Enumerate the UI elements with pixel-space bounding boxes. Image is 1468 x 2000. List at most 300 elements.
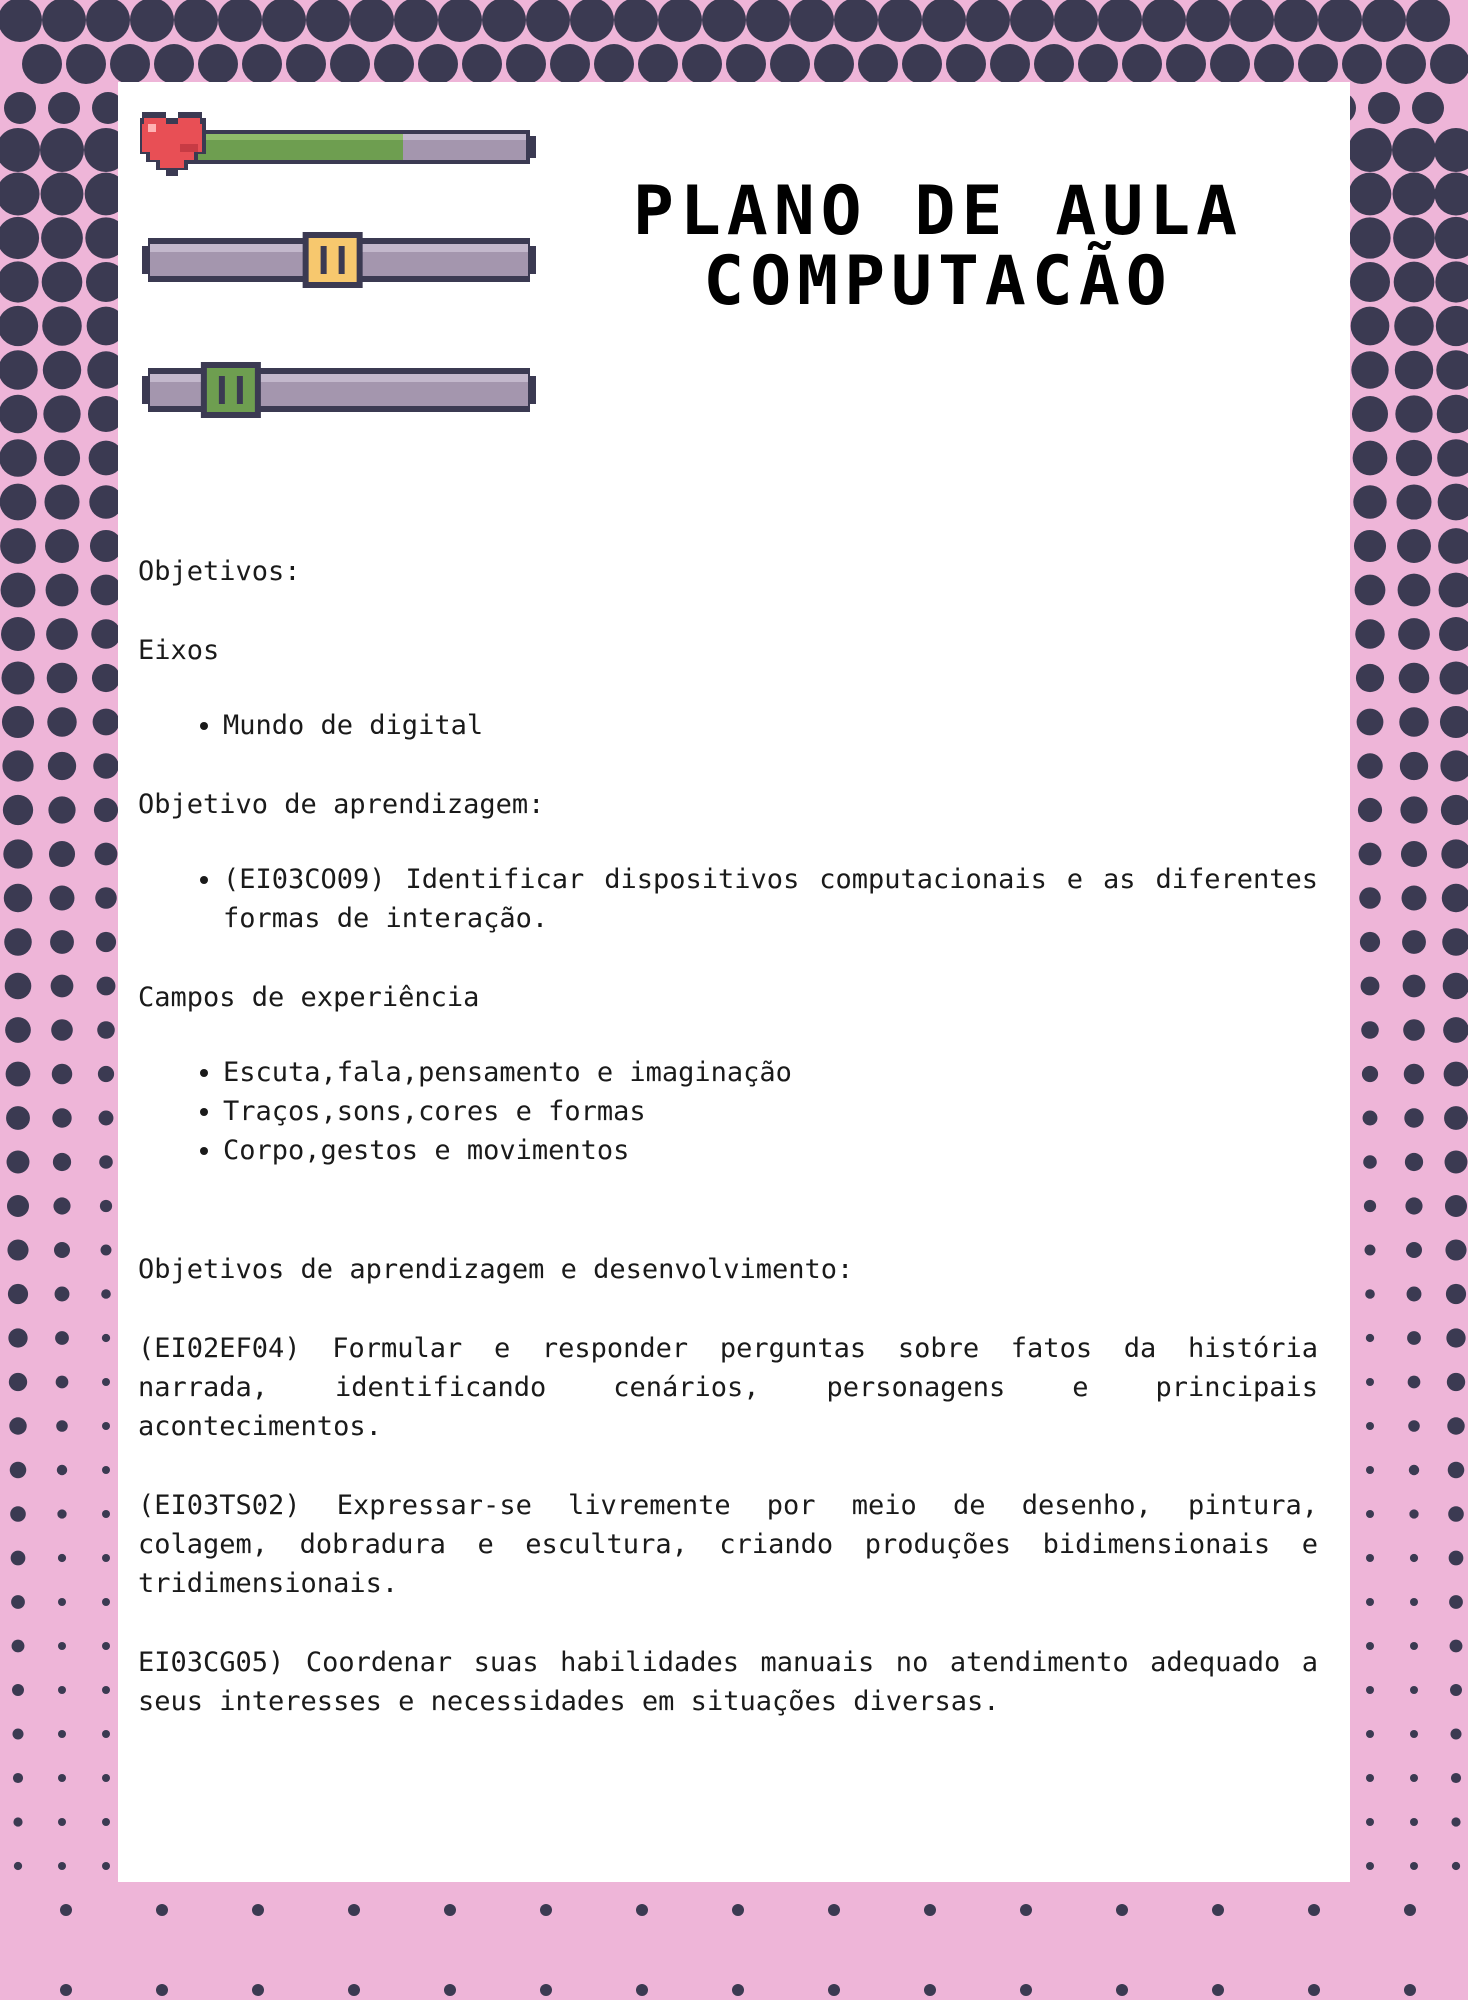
list-item: • Corpo,gestos e movimentos — [223, 1131, 1318, 1170]
background-dot — [49, 841, 75, 867]
background-dot — [444, 1904, 456, 1916]
background-dot — [1404, 1984, 1416, 1996]
background-dot — [1366, 1730, 1374, 1738]
list-item: • Traços,sons,cores e formas — [223, 1092, 1318, 1131]
background-dot — [14, 1862, 22, 1870]
background-dot — [1366, 1334, 1374, 1342]
background-dot — [1441, 795, 1468, 825]
background-dot — [51, 975, 74, 998]
background-dot — [1353, 441, 1388, 476]
background-dot — [1166, 44, 1206, 84]
background-dot — [86, 0, 130, 42]
background-dot — [1403, 1019, 1425, 1041]
title-line-1: PLANO DE AULA — [632, 172, 1244, 251]
background-dot — [1439, 573, 1468, 608]
background-dot — [444, 1984, 456, 1996]
background-dot — [50, 886, 75, 911]
background-dot — [8, 1284, 28, 1304]
background-dot — [92, 664, 120, 692]
background-dot — [44, 440, 80, 476]
background-dot — [570, 0, 614, 42]
background-dot — [1439, 617, 1468, 651]
background-dot — [1394, 306, 1434, 346]
background-dot — [1412, 92, 1444, 124]
background-dot — [1434, 172, 1468, 215]
background-dot — [462, 44, 502, 84]
background-dot — [0, 128, 40, 172]
background-dot — [102, 1334, 110, 1342]
background-dot — [12, 1684, 24, 1696]
background-dot — [682, 44, 722, 84]
background-dot — [101, 1289, 111, 1299]
background-dot — [102, 1466, 110, 1474]
background-dot — [1366, 1510, 1374, 1518]
background-dot — [1362, 1066, 1378, 1082]
background-dot — [58, 1774, 66, 1782]
background-dot — [1098, 0, 1142, 42]
background-dot — [902, 44, 942, 84]
background-dot — [1442, 884, 1468, 912]
background-dot — [348, 1984, 360, 1996]
background-dot — [22, 44, 62, 84]
background-dot — [41, 217, 83, 259]
background-dot — [55, 1331, 69, 1345]
background-dot — [1404, 1108, 1423, 1127]
background-dot — [4, 928, 32, 956]
background-dot — [526, 0, 570, 42]
background-dot — [1116, 1984, 1128, 1996]
background-dot — [102, 1730, 110, 1738]
background-dot — [1439, 661, 1468, 694]
background-dot — [1020, 1984, 1032, 1996]
background-dot — [96, 932, 116, 952]
background-dot — [9, 1417, 26, 1434]
background-dot — [1444, 1062, 1468, 1087]
background-dot — [58, 1686, 66, 1694]
background-dot — [1353, 485, 1386, 518]
background-dot — [94, 798, 118, 822]
background-dot — [99, 1111, 114, 1126]
background-dot — [1, 573, 36, 608]
background-dot — [394, 0, 438, 42]
background-dot — [0, 0, 42, 42]
background-dot — [1349, 173, 1392, 216]
background-dot — [242, 44, 282, 84]
background-dot — [48, 796, 75, 823]
background-dot — [1443, 973, 1468, 1000]
background-dot — [9, 1373, 27, 1391]
background-dot — [0, 528, 36, 564]
background-dot — [1392, 128, 1436, 172]
background-dot — [48, 752, 76, 780]
background-dot — [100, 1200, 112, 1212]
background-dot — [1308, 1984, 1320, 1996]
background-dot — [53, 1153, 71, 1171]
background-dot — [156, 1904, 168, 1916]
title-line-2: COMPUTACÃO — [703, 242, 1173, 321]
background-dot — [1410, 1686, 1418, 1694]
background-dot — [1408, 1376, 1421, 1389]
background-dot — [638, 44, 678, 84]
background-dot — [594, 44, 634, 84]
background-dot — [13, 1817, 22, 1826]
background-dot — [95, 887, 117, 909]
background-dot — [1361, 1021, 1379, 1039]
background-dot — [60, 1904, 72, 1916]
background-dot — [52, 1064, 72, 1084]
background-dot — [1359, 843, 1382, 866]
background-dot — [1393, 173, 1436, 216]
slider-green[interactable] — [142, 362, 536, 418]
background-dot — [1402, 886, 1427, 911]
background-dot — [834, 0, 878, 42]
background-dot — [110, 44, 150, 84]
background-dot — [102, 1510, 110, 1518]
background-dot — [42, 262, 83, 303]
background-dot — [1449, 1551, 1464, 1566]
background-dot — [1410, 1730, 1418, 1738]
background-dot — [946, 44, 986, 84]
background-dot — [1349, 217, 1390, 258]
background-dot — [3, 839, 32, 868]
background-dot — [1438, 484, 1468, 521]
objetivo-aprendizagem-label: Objetivo de aprendizagem: — [138, 789, 545, 820]
background-dot — [1116, 1904, 1128, 1916]
background-dot — [1409, 1465, 1419, 1475]
background-dot — [1450, 1728, 1461, 1739]
background-dot — [1366, 1774, 1374, 1782]
background-dot — [1445, 1195, 1467, 1217]
background-dot — [418, 44, 458, 84]
campos-list — [138, 1053, 1318, 1170]
background-dot — [732, 1904, 744, 1916]
background-dot — [702, 0, 746, 42]
background-dot — [1366, 1422, 1374, 1430]
background-dot — [5, 1017, 31, 1043]
background-dot — [12, 1728, 23, 1739]
background-dot — [1410, 1862, 1418, 1870]
background-dot — [1407, 1287, 1422, 1302]
background-dot — [7, 1195, 29, 1217]
background-dot — [1403, 975, 1426, 998]
background-dot — [7, 1151, 30, 1174]
background-dot — [374, 44, 414, 84]
background-dot — [0, 172, 40, 215]
background-dot — [57, 1465, 67, 1475]
background-dot — [1408, 1420, 1420, 1432]
background-dot — [252, 1984, 264, 1996]
background-dot — [540, 1984, 552, 1996]
background-dot — [814, 44, 854, 84]
paragraph-ei02ef04: (EI02EF04) Formular e responder perguntas sobre fatos da história narrada, identificando cenários, personagens e principais acontecimentos. — [138, 1333, 1318, 1442]
background-dot — [922, 0, 966, 42]
background-dot — [57, 1509, 66, 1518]
background-dot — [1404, 1904, 1416, 1916]
background-dot — [102, 1862, 110, 1870]
background-dot — [55, 1287, 70, 1302]
background-dot — [12, 1640, 25, 1653]
background-dot — [1360, 932, 1380, 952]
background-dot — [101, 1245, 112, 1256]
background-dot — [1399, 707, 1428, 736]
background-dot — [306, 0, 350, 42]
background-dot — [1450, 1684, 1462, 1696]
background-dot — [1395, 351, 1433, 389]
background-dot — [1430, 44, 1468, 84]
background-dot — [1354, 530, 1386, 562]
background-dot — [45, 529, 79, 563]
background-dot — [2, 706, 34, 738]
background-dot — [1357, 753, 1382, 778]
background-dot — [330, 44, 370, 84]
background-dot — [1230, 0, 1274, 42]
list-item: • Mundo de digital — [223, 706, 1318, 745]
background-dot — [1366, 1598, 1374, 1606]
background-dot — [1405, 1197, 1422, 1214]
background-dot — [1406, 0, 1450, 42]
background-dot — [1254, 44, 1294, 84]
background-dot — [1447, 1373, 1465, 1391]
background-dot — [1450, 1640, 1463, 1653]
background-dot — [99, 1155, 113, 1169]
background-dot — [790, 0, 834, 42]
background-dot — [1366, 1818, 1374, 1826]
background-dot — [1443, 1017, 1468, 1043]
background-dot — [1442, 928, 1468, 956]
background-dot — [636, 1904, 648, 1916]
background-dot — [1445, 1239, 1466, 1260]
page-title — [558, 172, 1318, 321]
background-dot — [1365, 1245, 1376, 1256]
background-dot — [53, 1197, 70, 1214]
background-dot — [58, 1598, 66, 1606]
background-dot — [1358, 798, 1382, 822]
background-dot — [540, 1904, 552, 1916]
background-dot — [1350, 262, 1390, 302]
background-dot — [97, 1021, 115, 1039]
background-dot — [1351, 351, 1388, 388]
background-dot — [1352, 396, 1388, 432]
background-dot — [218, 0, 262, 42]
background-dot — [1395, 395, 1432, 432]
background-dot — [1142, 0, 1186, 42]
background-dot — [93, 709, 120, 736]
background-dot — [1438, 528, 1468, 564]
background-dot — [1122, 44, 1162, 84]
pixel-gauges — [140, 100, 540, 420]
background-dot — [41, 173, 84, 216]
background-dot — [1445, 1151, 1468, 1174]
eixos-list — [138, 706, 1318, 745]
background-dot — [636, 1984, 648, 1996]
background-dot — [1400, 796, 1427, 823]
background-dot — [1399, 663, 1430, 694]
background-dot — [1210, 44, 1250, 84]
background-dot — [91, 619, 120, 648]
background-dot — [13, 1773, 23, 1783]
background-dot — [154, 44, 194, 84]
background-dot — [102, 1686, 110, 1694]
background-dot — [1368, 92, 1400, 124]
background-dot — [1212, 1984, 1224, 1996]
slider-yellow[interactable] — [142, 232, 536, 288]
background-dot — [878, 0, 922, 42]
background-dot — [1404, 1064, 1424, 1084]
background-dot — [102, 1774, 110, 1782]
background-dot — [6, 1062, 31, 1087]
background-dot — [58, 1642, 66, 1650]
background-dot — [1186, 0, 1230, 42]
background-dot — [990, 44, 1030, 84]
background-dot — [58, 1554, 66, 1562]
background-dot — [1366, 1378, 1374, 1386]
background-dot — [46, 574, 79, 607]
background-dot — [7, 1239, 28, 1260]
background-dot — [732, 1984, 744, 1996]
eixos-label: Eixos — [138, 635, 220, 666]
background-dot — [0, 395, 37, 434]
background-dot — [1402, 930, 1426, 954]
background-dot — [1364, 1200, 1376, 1212]
heart-icon — [140, 112, 206, 176]
background-dot — [1435, 261, 1468, 302]
background-dot — [11, 1595, 25, 1609]
background-dot — [1357, 709, 1384, 736]
background-dot — [550, 44, 590, 84]
background-dot — [482, 0, 526, 42]
background-dot — [8, 1328, 27, 1347]
background-dot — [1366, 1466, 1374, 1474]
background-dot — [60, 1984, 72, 1996]
background-dot — [1436, 350, 1468, 389]
background-dot — [1410, 1598, 1418, 1606]
background-dot — [1351, 307, 1390, 346]
background-dot — [1274, 0, 1318, 42]
background-dot — [1396, 484, 1431, 519]
background-dot — [506, 44, 546, 84]
background-dot — [43, 395, 80, 432]
background-dot — [0, 350, 38, 389]
background-dot — [58, 1862, 66, 1870]
background-dot — [828, 1904, 840, 1916]
background-dot — [43, 351, 81, 389]
background-dot — [1359, 887, 1381, 909]
background-dot — [1434, 128, 1468, 172]
background-dot — [5, 973, 32, 1000]
background-dot — [1436, 306, 1468, 346]
background-dot — [1405, 1153, 1423, 1171]
background-dot — [102, 1642, 110, 1650]
background-dot — [1366, 1554, 1374, 1562]
background-dot — [174, 0, 218, 42]
background-dot — [156, 1984, 168, 1996]
health-bar — [164, 130, 536, 164]
background-dot — [350, 0, 394, 42]
background-dot — [4, 92, 36, 124]
background-dot — [52, 1108, 71, 1127]
background-dot — [1451, 1817, 1460, 1826]
background-dot — [95, 843, 118, 866]
background-dot — [1034, 44, 1074, 84]
background-dot — [1410, 1642, 1418, 1650]
background-dot — [1, 617, 35, 651]
background-dot — [438, 0, 482, 42]
background-dot — [2, 750, 33, 781]
background-dot — [11, 1551, 26, 1566]
background-dot — [4, 884, 32, 912]
background-dot — [726, 44, 766, 84]
list-item: • Escuta,fala,pensamento e imaginação — [223, 1053, 1318, 1092]
background-dot — [42, 306, 82, 346]
background-dot — [46, 618, 78, 650]
background-dot — [1410, 1774, 1418, 1782]
background-dot — [1400, 752, 1428, 780]
background-dot — [1361, 977, 1380, 996]
background-dot — [1407, 1331, 1421, 1345]
background-dot — [1386, 44, 1426, 84]
background-dot — [1363, 1155, 1377, 1169]
background-dot — [1440, 706, 1468, 738]
background-dot — [1409, 1509, 1418, 1518]
background-dot — [6, 1106, 30, 1130]
background-dot — [1212, 1904, 1224, 1916]
background-dot — [10, 1462, 27, 1479]
background-dot — [102, 1554, 110, 1562]
background-dot — [1393, 217, 1435, 259]
background-dot — [1451, 1773, 1461, 1783]
background-dot — [58, 1730, 66, 1738]
background-dot — [1342, 44, 1382, 84]
background-dot — [1406, 1242, 1422, 1258]
background-dot — [102, 1818, 110, 1826]
background-dot — [1448, 1462, 1465, 1479]
background-dot — [1437, 395, 1468, 434]
background-dot — [1363, 1111, 1378, 1126]
background-dot — [746, 0, 790, 42]
background-dot — [0, 217, 39, 259]
background-dot — [1397, 529, 1431, 563]
background-dot — [1355, 619, 1384, 648]
background-dot — [828, 1984, 840, 1996]
background-dot — [1078, 44, 1118, 84]
background-dot — [58, 1818, 66, 1826]
background-dot — [348, 1904, 360, 1916]
objetivo-aprendizagem-list — [138, 860, 1318, 938]
background-dot — [1435, 217, 1468, 259]
background-dot — [858, 44, 898, 84]
background-dot — [1396, 440, 1432, 476]
background-dot — [91, 575, 122, 606]
background-dot — [1437, 439, 1468, 477]
background-dot — [40, 128, 84, 172]
background-dot — [51, 1019, 73, 1041]
background-dot — [1394, 262, 1435, 303]
background-dot — [54, 1242, 70, 1258]
background-dot — [47, 663, 78, 694]
background-dot — [1348, 128, 1392, 172]
background-dot — [1444, 1106, 1468, 1130]
background-dot — [1441, 839, 1468, 868]
background-dot — [47, 707, 76, 736]
background-dot — [1398, 574, 1431, 607]
background-dot — [1448, 1506, 1464, 1522]
background-dot — [10, 1506, 26, 1522]
background-dot — [0, 484, 36, 521]
background-dot — [1355, 575, 1386, 606]
background-dot — [102, 1598, 110, 1606]
objetivos-label: Objetivos: — [138, 556, 301, 587]
background-dot — [0, 261, 39, 302]
